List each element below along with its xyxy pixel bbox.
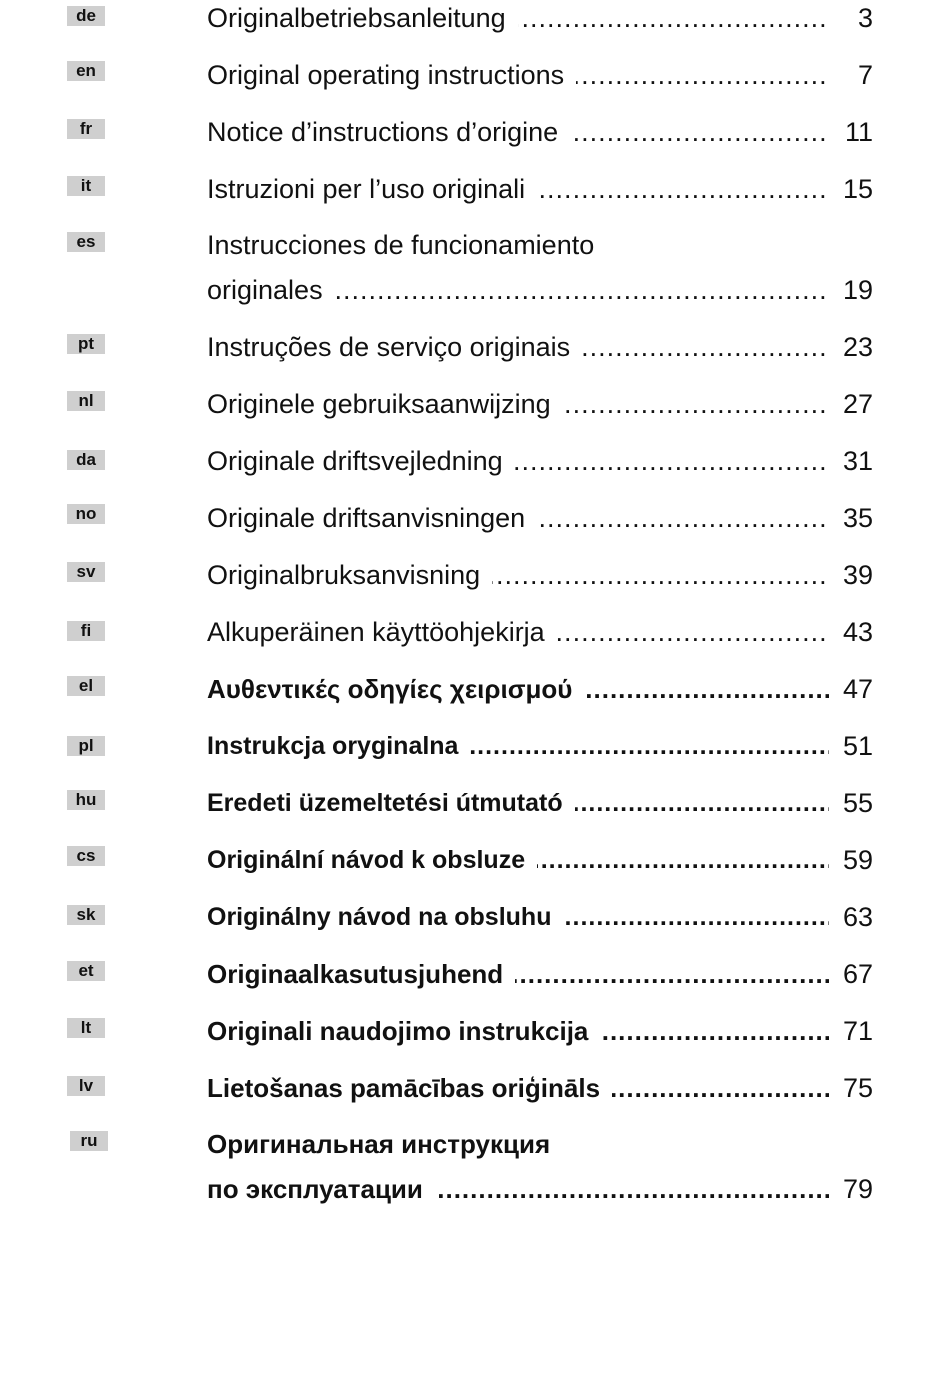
toc-line (207, 272, 873, 308)
language-badge: et (67, 961, 105, 981)
toc-line (207, 386, 873, 422)
page-number: 51 (833, 728, 873, 764)
language-badge: es (67, 232, 105, 252)
toc-title: Αυθεντικές οδηγίες χειρισμού (207, 671, 584, 707)
toc-line (207, 329, 873, 365)
language-badge: sk (67, 905, 105, 925)
language-badge: lv (67, 1076, 105, 1096)
toc-line (207, 614, 873, 650)
toc-title: Original operating instructions (207, 57, 576, 93)
page-number: 7 (833, 57, 873, 93)
language-badge: fr (67, 119, 105, 139)
toc-line (207, 842, 873, 878)
language-badge: no (67, 504, 105, 524)
toc-title: Originaalkasutusjuhend (207, 956, 515, 992)
toc-title: Originali naudojimo instrukcija (207, 1013, 600, 1049)
toc-title: Instrukcja oryginalna (207, 728, 470, 764)
toc-title: Lietošanas pamācības oriģināls (207, 1070, 612, 1106)
page-number: 79 (833, 1171, 873, 1207)
language-badge: el (67, 676, 105, 696)
language-badge: de (67, 6, 105, 26)
page-number: 15 (833, 171, 873, 207)
toc-line (207, 557, 873, 593)
toc-title-line1: Оригинальная инструкция (207, 1129, 551, 1159)
language-badge: en (67, 61, 105, 81)
toc-line (207, 1171, 873, 1207)
toc-title-line1: Instrucciones de funcionamiento (207, 230, 595, 260)
language-badge: it (67, 176, 105, 196)
toc-title: Instruções de serviço originais (207, 329, 582, 365)
toc-line (207, 1070, 873, 1106)
language-badge: sv (67, 562, 105, 582)
toc-line (207, 171, 873, 207)
toc-line (207, 114, 873, 150)
toc-title: Originalbruksanvisning (207, 557, 492, 593)
language-badge: ru (70, 1131, 108, 1151)
toc-line (207, 728, 873, 764)
language-badge: pl (67, 736, 105, 756)
language-badge: pt (67, 334, 105, 354)
toc-line (207, 1013, 873, 1049)
page-number: 3 (833, 0, 873, 36)
toc-title: Originale driftsanvisningen (207, 500, 537, 536)
toc-line (207, 899, 873, 935)
page-number: 27 (833, 386, 873, 422)
page-number: 31 (833, 443, 873, 479)
page-number: 43 (833, 614, 873, 650)
toc-title: по эксплуатации (207, 1171, 435, 1207)
toc-title: Originele gebruiksaanwijzing (207, 386, 563, 422)
page-number: 75 (833, 1070, 873, 1106)
page-number: 67 (833, 956, 873, 992)
page-number: 59 (833, 842, 873, 878)
toc-title: Originálny návod na obsluhu (207, 899, 563, 935)
toc-title: Originale driftsvejledning (207, 443, 515, 479)
page-number: 35 (833, 500, 873, 536)
toc-line (207, 785, 873, 821)
page-number: 11 (833, 114, 873, 150)
page-number: 71 (833, 1013, 873, 1049)
toc-line (207, 57, 873, 93)
toc-line (207, 443, 873, 479)
language-badge: cs (67, 846, 105, 866)
page-number: 55 (833, 785, 873, 821)
toc-line (207, 671, 873, 707)
page-number: 39 (833, 557, 873, 593)
language-badge: da (67, 450, 105, 470)
toc-title: Eredeti üzemeltetési útmutató (207, 785, 575, 821)
language-badge: fi (67, 621, 105, 641)
page-number: 47 (833, 671, 873, 707)
page-number: 19 (833, 272, 873, 308)
language-badge: nl (67, 391, 105, 411)
toc-title: Notice d’instructions d’origine (207, 114, 570, 150)
language-badge: lt (67, 1018, 105, 1038)
toc-title: Istruzioni per l’uso originali (207, 171, 537, 207)
toc-title: Originální návod k obsluze (207, 842, 537, 878)
toc-title: Originalbetriebsanleitung (207, 0, 518, 36)
toc-line (207, 956, 873, 992)
page-number: 23 (833, 329, 873, 365)
toc-title: Alkuperäinen käyttöohjekirja (207, 614, 557, 650)
toc-line (207, 500, 873, 536)
toc-title: originales (207, 272, 335, 308)
page-number: 63 (833, 899, 873, 935)
language-badge: hu (67, 790, 105, 810)
toc-line (207, 0, 873, 36)
